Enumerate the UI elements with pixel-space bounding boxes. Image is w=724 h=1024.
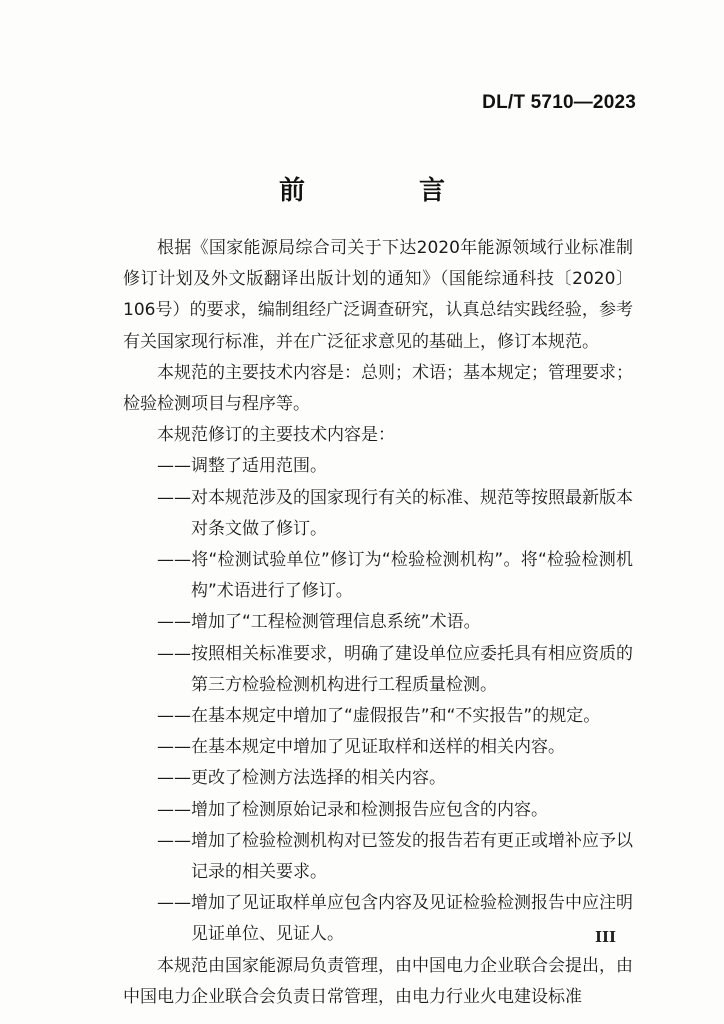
revision-item: ——按照相关标准要求，明确了建设单位应委托具有相应资质的第三方检验检测机构进行工程质量检测。 <box>157 643 633 695</box>
revision-item: ——在基本规定中增加了“虚假报告”和“不实报告”的规定。 <box>157 706 601 727</box>
revision-item: ——在基本规定中增加了见证取样和送样的相关内容。 <box>157 737 565 758</box>
paragraph-revision-intro: 本规范修订的主要技术内容是： <box>157 425 395 446</box>
page-title: 前 言 <box>278 176 489 206</box>
paragraph-basis: 根据《国家能源局综合司关于下达2020年能源领域行业标准制修订计划及外文版翻译出版计划的通知》（国能综通科技〔2020〕106号）的要求，编制组经广泛调查研究，认真总结实践经验，参考有关国家现行标准，并在广泛征求意见的基础上，修订本规范。 <box>123 238 633 352</box>
revision-list <box>123 451 633 950</box>
paragraph-closing: 本规范由国家能源局负责管理，由中国电力企业联合会提出，由中国电力企业联合会负责日常管理，由电力行业火电建设标准 <box>123 955 633 1007</box>
paragraph-main-content: 本规范的主要技术内容是：总则；术语；基本规定；管理要求；检验检测项目与程序等。 <box>123 362 633 415</box>
revision-item: ——增加了检验检测机构对已签发的报告若有更正或增补应予以记录的相关要求。 <box>157 830 633 883</box>
revision-item: ——增加了“工程检测管理信息系统”术语。 <box>157 612 481 633</box>
revision-item: ——增加了见证取样单应包含内容及见证检验检测报告中应注明见证单位、见证人。 <box>157 893 633 945</box>
revision-item: ——将“检测试验单位”修订为“检验检测机构”。将“检验检测机构”术语进行了修订。 <box>157 550 633 602</box>
revision-item: ——对本规范涉及的国家现行有关的标准、规范等按照最新版本对条文做了修订。 <box>157 487 633 539</box>
page-number: III <box>594 928 616 946</box>
revision-item: ——增加了检测原始记录和检测报告应包含的内容。 <box>157 799 548 820</box>
preface-body <box>123 233 633 1013</box>
revision-item: ——更改了检测方法选择的相关内容。 <box>157 768 446 789</box>
revision-item: ——调整了适用范围。 <box>157 456 327 477</box>
standard-code: DL/T 5710—2023 <box>482 92 636 113</box>
